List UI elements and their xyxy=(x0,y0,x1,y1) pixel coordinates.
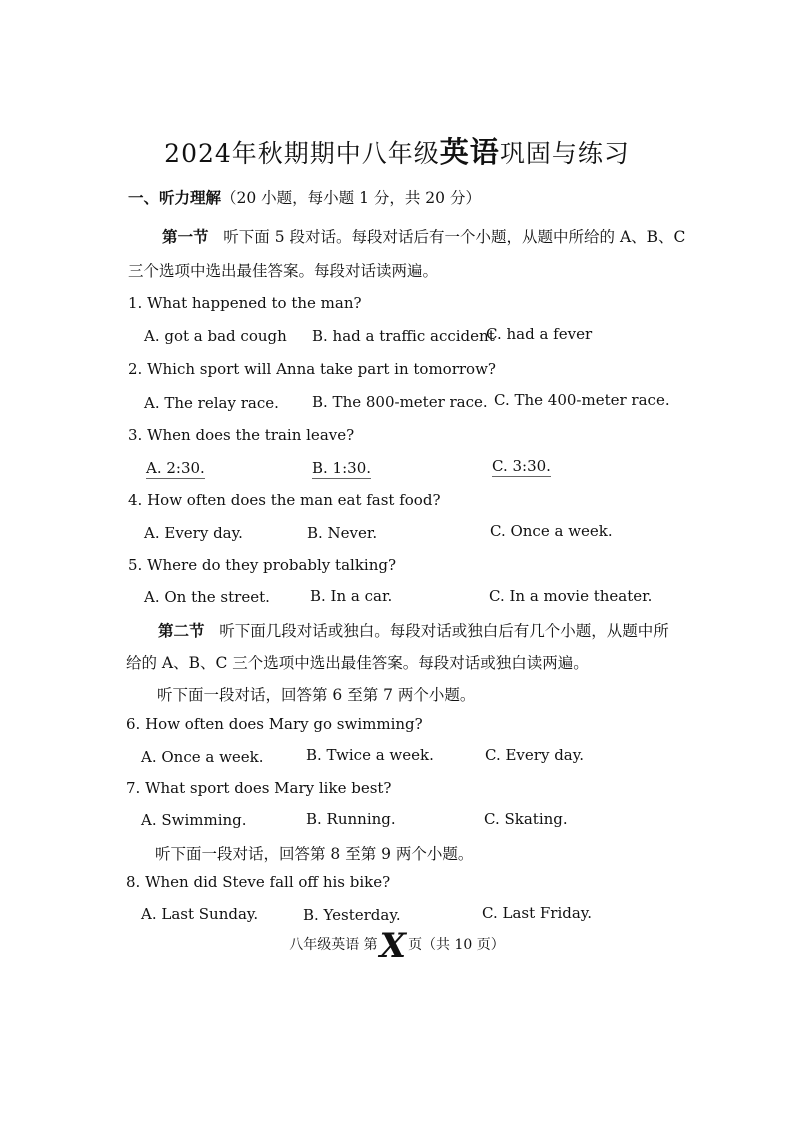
page-title: 2024年秋期期中八年级英语巩固与练习 xyxy=(164,135,630,169)
q7-option-a: A. Swimming. xyxy=(141,811,247,829)
q2-option-b: B. The 800-meter race. xyxy=(312,393,488,411)
q8-option-c: C. Last Friday. xyxy=(482,904,593,922)
question-1: 1. What happened to the man? xyxy=(128,294,362,312)
q3-option-a: A. 2:30. xyxy=(146,459,205,477)
instructions-q8-q9: 听下面一段对话，回答第 8 至第 9 两个小题。 xyxy=(155,845,474,863)
q7-option-c: C. Skating. xyxy=(484,810,568,828)
question-5: 5. Where do they probably talking? xyxy=(128,556,397,574)
q4-option-c: C. Once a week. xyxy=(490,522,613,540)
q2-option-a: A. The relay race. xyxy=(144,394,279,412)
question-8: 8. When did Steve fall off his bike? xyxy=(126,873,391,891)
page-footer: 八年级英语 第X 页（共 10 页） xyxy=(289,926,505,966)
q4-option-a: A. Every day. xyxy=(144,524,243,542)
handwritten-page-mark: X xyxy=(379,926,407,966)
question-3: 3. When does the train leave? xyxy=(128,426,355,444)
q5-option-c: C. In a movie theater. xyxy=(489,587,653,605)
q6-option-b: B. Twice a week. xyxy=(306,746,434,764)
part1-instructions-line1: 第一节 听下面 5 段对话。每段对话后有一个小题，从题中所给的 A、B、C xyxy=(162,227,686,246)
q1-option-b: B. had a traffic accident xyxy=(312,327,495,345)
q8-option-b: B. Yesterday. xyxy=(303,906,401,924)
question-6: 6. How often does Mary go swimming? xyxy=(126,715,423,733)
section-heading: 一、听力理解（20 小题，每小题 1 分，共 20 分） xyxy=(128,188,481,207)
q1-option-c: C. had a fever xyxy=(486,325,593,343)
question-4: 4. How often does the man eat fast food? xyxy=(128,491,441,509)
part2-instructions-line2: 给的 A、B、C 三个选项中选出最佳答案。每段对话或独白读两遍。 xyxy=(126,654,589,672)
question-7: 7. What sport does Mary like best? xyxy=(126,779,392,797)
q6-option-a: A. Once a week. xyxy=(141,748,264,766)
q3-option-c: C. 3:30. xyxy=(492,457,551,475)
question-2: 2. Which sport will Anna take part in tomorrow? xyxy=(128,360,496,378)
q5-option-a: A. On the street. xyxy=(144,588,270,606)
q5-option-b: B. In a car. xyxy=(310,587,393,605)
q3-option-b: B. 1:30. xyxy=(312,459,372,477)
q7-option-b: B. Running. xyxy=(306,810,396,828)
q8-option-a: A. Last Sunday. xyxy=(141,905,259,923)
part1-instructions-line2: 三个选项中选出最佳答案。每段对话读两遍。 xyxy=(128,262,439,280)
q4-option-b: B. Never. xyxy=(307,524,378,542)
q1-option-a: A. got a bad cough xyxy=(144,327,287,345)
instructions-q6-q7: 听下面一段对话，回答第 6 至第 7 两个小题。 xyxy=(157,686,476,704)
q2-option-c: C. The 400-meter race. xyxy=(494,391,670,409)
q6-option-c: C. Every day. xyxy=(485,746,584,764)
part2-instructions-line1: 第二节 听下面几段对话或独白。每段对话或独白后有几个小题，从题中所 xyxy=(158,621,669,640)
